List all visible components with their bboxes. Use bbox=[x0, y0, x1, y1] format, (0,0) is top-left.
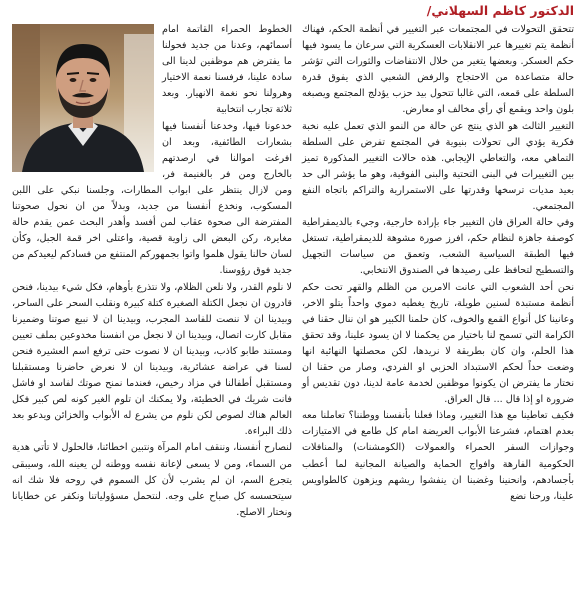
paragraph: التغيير الثالث هو الذي ينتج عن حالة من النمو الذي تعمل عليه نخبة فكرية يؤدي الى تحولات بنيوية في المجتمع تفرض على السلطة التماهي معه، والتعاطي الإيجابي. هذه حالات التغيير المذكورة تميز بين التغييرات في البنى التحتية والبنى الفوقية، وهو ما يؤشر الى حد بعيد مديات ترسخها وقدرتها على الاستمرارية والتراكم باتجاه النفع المجتمعي. bbox=[302, 120, 574, 213]
paragraph: خدعونا فيها، وخدعنا أنفسنا فيها بشعارات الطائفية، وبعد ان افرغت اموالنا في ارصدتهم بالخارج ومن فر بالغنيمة فر، ومن لازال ينتظر على ابواب المطارات، وجلسنا نبكي على اللبن المسكوب، ونخدع أنفسنا من جديد، وبدلاً من ان نحول صحوتنا المفترضة الى صحوة عقاب لمن أفسد وأهدر البحث عمن يقدم حالة مغايرة، ركن البعض الى زاوية قصية، واعتلى اخر قمة الجبل، وكأن لسان حالنا يقول هلموا واتوا بجمهوركم المنتفع من فسادكم ليعيدكم من جديد فوق رؤوسنا. bbox=[12, 120, 292, 277]
author-byline: الدكتور كاظم السهلاني/ bbox=[426, 3, 574, 18]
author-photo bbox=[12, 24, 154, 172]
author-portrait-icon bbox=[12, 24, 154, 172]
paragraph: وفي حالة العراق فان التغيير جاء بإرادة خارجية، وجيء بالديمقراطية كوصفة جاهزة لنظام حكم، افرز صورة مشوهة للديمقراطية، تستغل فيها الطبقة السياسية الشعب، وتعمق من سياسات التجهيل والتسطيح لتحافظ على رصيدها في الصندوق الانتخابي. bbox=[302, 217, 574, 277]
paragraph: لا نلوم القدر، ولا نلعن الظلام، ولا نتذرع بأوهام، فكل شيء بيدينا، فنحن قادرون ان نجعل الكتلة الصغيرة كتلة كبيرة ونقلب السحر على الساحر، وبيدينا ان لا ننصت للفاسد المجرب، وبيدينا ان لا نبيع صوتنا وضميرنا مقابل كارت اتصال، وبيدينا ان لا نجعل من انفسنا مخدوعين بملف تعيين ومستند طابو كاذب، وبيدينا ان لا نصوت حتى ترفع اسم العشيرة فنحن لسنا في عراضة عشائرية، وبيدينا ان لا نعرض حاضرنا ومستقبلنا ومستقبل أطفالنا في مزاد رخيص، فعندما نمنح صوتك لفاسد او فاشل فانت شريك في الخطيئة، ولا يمكنك ان تلوم الغير كونه لص كبير فكل العالم هناك لصوص لكن نلوم من يشرع له الأبواب والخزائن ويدعو بعد ذلك البراءة. bbox=[12, 281, 292, 438]
paragraph: لنصارح أنفسنا، وننقف امام المرآة ونتبين اخطائنا، فالحلول لا تأتي هدية من السماء، ومن لا يسعى لإعانة نفسه ووطنه لن يعينه الله، وسيبقى يتجرع السم، ان لم يشرب لأن كل السموم في روحه فلا شك انه سيتحسسه كل صباح على وجه. لنتحمل مسؤولياتنا ونكفر عن خطايانا ونختار الاصلح. bbox=[12, 442, 292, 518]
paragraph: نحن أحد الشعوب التي عانت الامرين من الظلم والقهر تحت حكم أنظمة مستبدة لسنين طويلة، تاريخ يغطيه دموي واحداً يتلو الاخر، وعانينا كل أنواع القمع والخوف، كان حلمنا الكبير هو ان ننال حقنا في الكرامة التي تسمح لنا باختيار من يحكمنا لا ان يسود علينا، وقد تحقق هذا الحلم، وان كان بطريقة لا نريدها، لكن محصلتها النهائية انها وضعت حداً لحكم الاستبداد الحزبي او الفردي، وصار من حقنا ان نختار ما يفترض ان يكونوا موظفين لخدمة عامة لدينا، دون تقديس أو ضرورة او إذا قال ... قال العراق. bbox=[302, 281, 574, 406]
article-column-right bbox=[302, 22, 574, 505]
paragraph: تتحقق التحولات في المجتمعات عبر التغيير في أنظمة الحكم، فهناك أنظمة يتم تغييرها عبر الانقلابات العسكرية التي سرعان ما يسود فيها حكم العسكر. وبعضها يتغير من خلال الانتفاضات والثورات التي تؤشر حالة متصاعدة من الاحتجاج والرفض الشعبي الذي يفوق قدرة السلطة على قمعه، التي غالبا تتحول بيد حزب يؤدلج المجتمع ويصبغه بلون واحد ويقمع أي رأي مخالف او معارض. bbox=[302, 24, 574, 116]
paragraph: الخطوط الحمراء القاتمة امام أسمائهم، وعدنا من جديد فحولنا ما يفترض هم موظفين لدينا الى سادة علينا، فرفسنا نعمة الاختيار وهرولنا نحو نغمة الانهيار. وبعد ثلاثة تجارب انتخابية bbox=[162, 24, 292, 116]
article-column-left bbox=[12, 22, 292, 521]
paragraph: فكيف تعاطينا مع هذا التغيير، وماذا فعلنا بأنفسنا ووطننا؟ تعاملنا معه بعدم اهتمام، فشرعنا الأبواب العريضة امام كل طامع في الامتيازات وجوازات السفر الحمراء والعمولات (الكومشنات) والمنافلات الحكومية الفارهة وافواج الحماية والصيانة المجانية لما أعطب بأجسادهم، وانحنينا وغضبنا ان ينفشوا ريشهم ويزهون كالطواويس علينا، ورحنا نضع bbox=[302, 410, 574, 502]
